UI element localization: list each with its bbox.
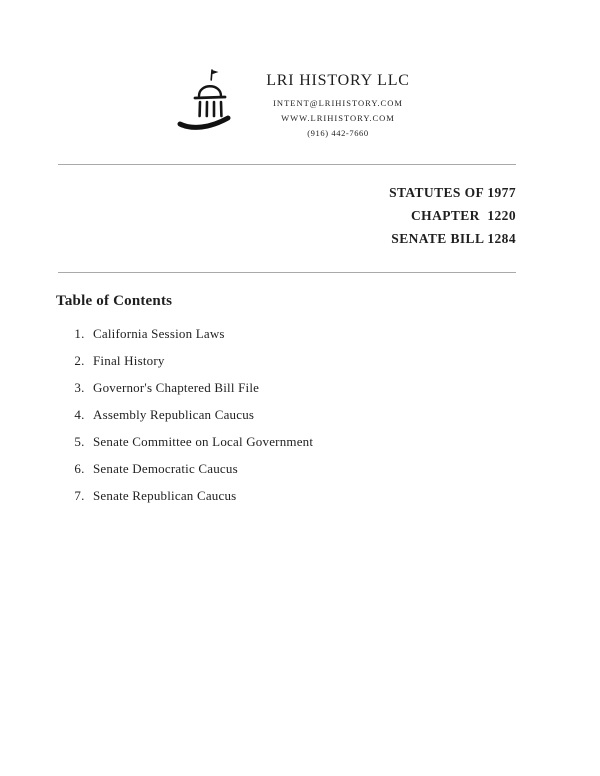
toc-item: 1. California Session Laws	[88, 326, 516, 342]
phone-text: (916) 442-7660	[307, 128, 369, 138]
senate-bill-line: SENATE BILL 1284	[391, 231, 516, 246]
toc-item: 7. Senate Republican Caucus	[88, 488, 516, 504]
chapter-line: CHAPTER 1220	[411, 208, 516, 223]
toc-item: 6. Senate Democratic Caucus	[88, 461, 516, 477]
email-text: INTENT@LRIHISTORY.COM	[273, 98, 403, 108]
toc-item: 4. Assembly Republican Caucus	[88, 407, 516, 423]
toc-title: Table of Contents	[56, 293, 173, 309]
toc-item: 3. Governor's Chaptered Bill File	[88, 380, 516, 396]
website-text: WWW.LRIHISTORY.COM	[281, 113, 395, 123]
toc-item: 2. Final History	[88, 353, 516, 369]
reference-block	[58, 165, 516, 254]
letterhead	[0, 0, 600, 138]
toc-item: 5. Senate Committee on Local Government	[88, 434, 516, 450]
company-name: LRI HISTORY LLC	[266, 72, 410, 89]
capitol-logo-icon	[176, 66, 240, 136]
letterhead-text	[266, 66, 410, 138]
table-of-contents	[56, 273, 516, 504]
toc-list	[56, 326, 516, 504]
statutes-line: STATUTES OF 1977	[389, 185, 516, 200]
